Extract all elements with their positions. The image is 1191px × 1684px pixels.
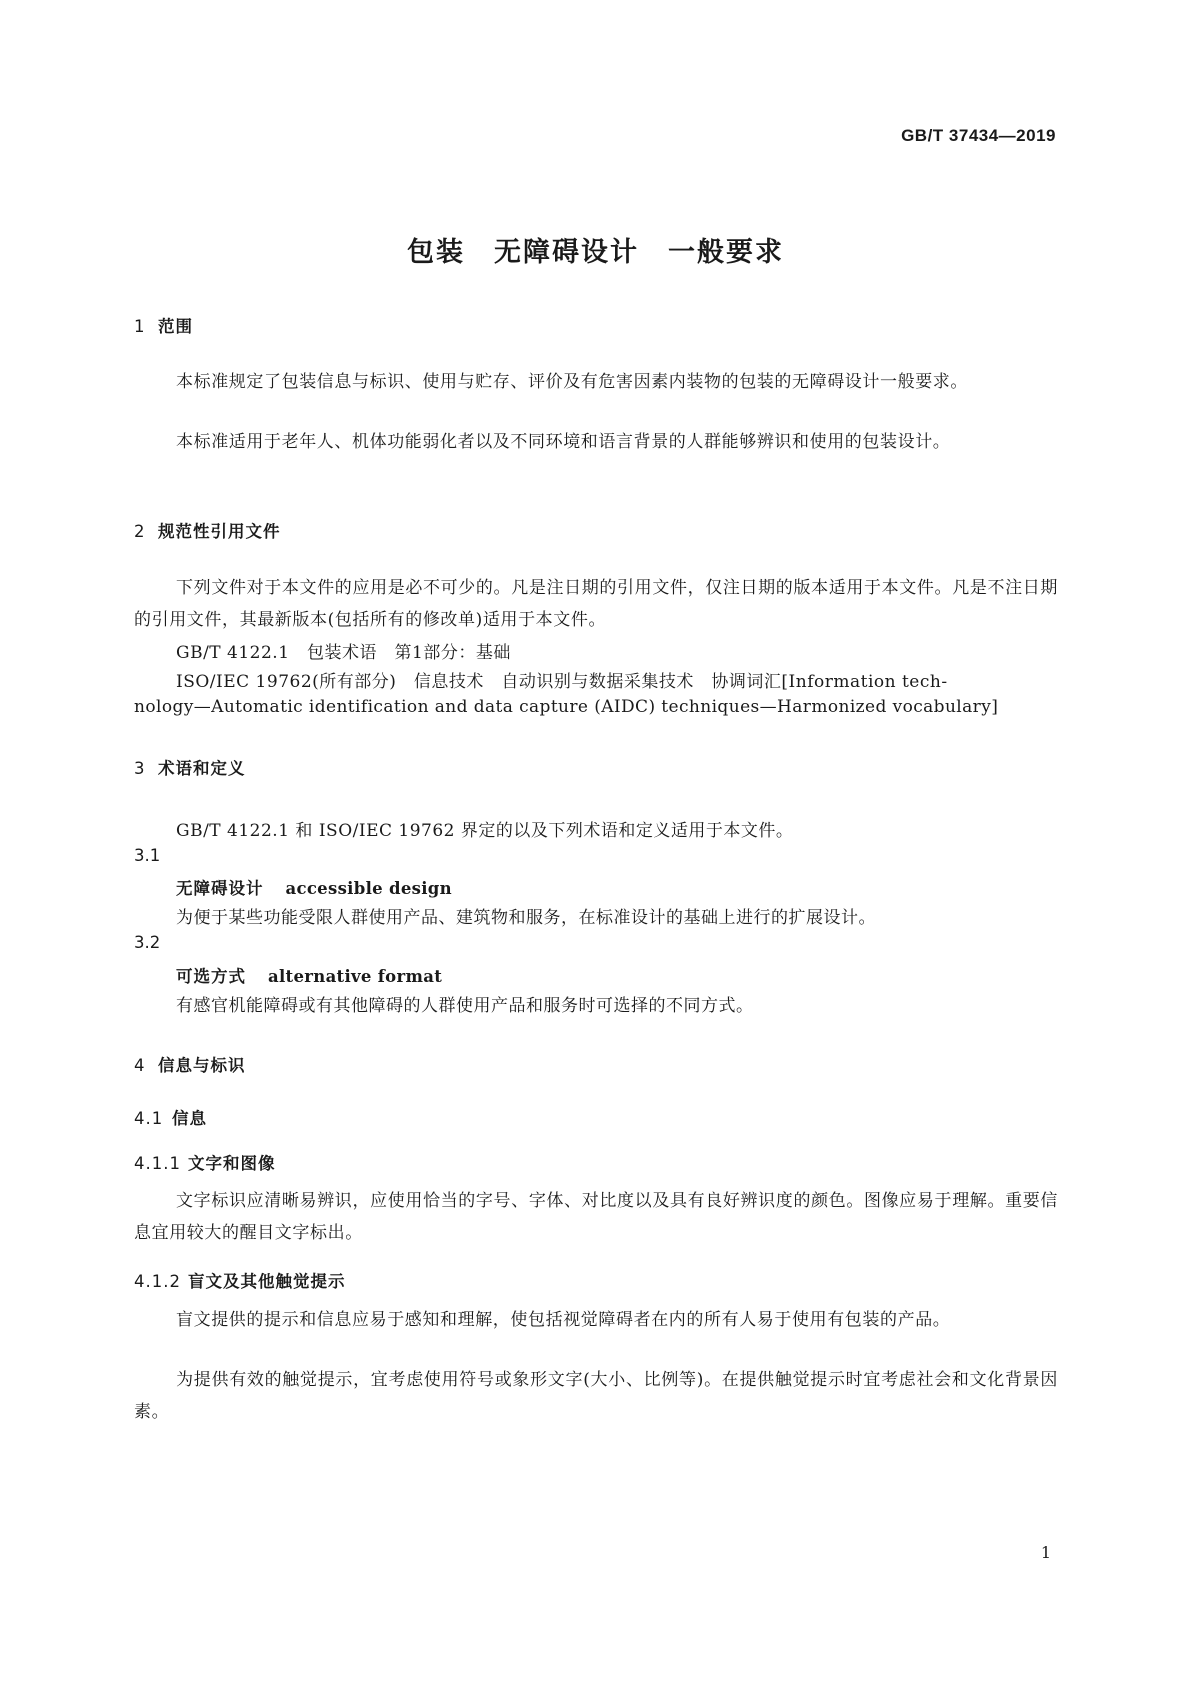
section-number: 4.1.1 [134, 1154, 181, 1173]
section-2-heading [134, 518, 281, 542]
reference-item: ISO/IEC 19762(所有部分) 信息技术 自动识别与数据采集技术 协调词汇[Information tech- [176, 672, 948, 692]
paragraph: 本标准适用于老年人、机体功能弱化者以及不同环境和语言背景的人群能够辨识和使用的包装设计。 [176, 432, 951, 452]
term-definition: 有感官机能障碍或有其他障碍的人群使用产品和服务时可选择的不同方式。 [176, 996, 754, 1016]
section-number: 4 [134, 1056, 146, 1075]
term-name: 无障碍设计 accessible design [176, 879, 452, 898]
terms-intro: GB/T 4122.1 和 ISO/IEC 19762 界定的以及下列术语和定义适用于本文件。 [176, 821, 794, 841]
section-title: 规范性引用文件 [158, 522, 281, 541]
section-1-heading [134, 313, 193, 337]
page-number: 1 [1040, 1543, 1051, 1562]
section-title: 信息 [172, 1109, 207, 1128]
section-title: 文字和图像 [188, 1154, 276, 1173]
term-number: 3.2 [134, 933, 161, 952]
section-title: 信息与标识 [158, 1056, 246, 1075]
term-definition: 为便于某些功能受限人群使用产品、建筑物和服务，在标准设计的基础上进行的扩展设计。 [176, 908, 876, 928]
term-number: 3.1 [134, 846, 161, 865]
section-title: 盲文及其他触觉提示 [188, 1272, 346, 1291]
standard-code: GB/T 37434—2019 [901, 126, 1056, 145]
term-name: 可选方式 alternative format [176, 967, 443, 986]
section-number: 4.1 [134, 1109, 164, 1128]
section-4-1-2-heading [134, 1268, 346, 1292]
section-number: 4.1.2 [134, 1272, 181, 1291]
section-number: 2 [134, 522, 146, 541]
paragraph: 本标准规定了包装信息与标识、使用与贮存、评价及有危害因素内装物的包装的无障碍设计一般要求。 [176, 372, 968, 392]
section-4-1-1-heading [134, 1150, 276, 1174]
paragraph: 为提供有效的触觉提示，宜考虑使用符号或象形文字(大小、比例等)。在提供触觉提示时宜考虑社会和文化背景因素。 [134, 1370, 1058, 1422]
section-title: 术语和定义 [158, 759, 246, 778]
section-4-1-heading [134, 1105, 207, 1129]
section-3-heading [134, 755, 246, 779]
section-number: 3 [134, 759, 146, 778]
paragraph: 文字标识应清晰易辨识，应使用恰当的字号、字体、对比度以及具有良好辨识度的颜色。图像应易于理解。重要信息宜用较大的醒目文字标出。 [134, 1191, 1058, 1243]
section-4-heading [134, 1052, 246, 1076]
document-title: 包装 无障碍设计 一般要求 [407, 237, 784, 268]
section-title: 范围 [158, 317, 193, 336]
paragraph: 下列文件对于本文件的应用是必不可少的。凡是注日期的引用文件，仅注日期的版本适用于本文件。凡是不注日期的引用文件，其最新版本(包括所有的修改单)适用于本文件。 [134, 578, 1058, 630]
section-number: 1 [134, 317, 146, 336]
reference-item: GB/T 4122.1 包装术语 第1部分：基础 [176, 643, 511, 663]
reference-item-continuation: nology—Automatic identification and data capture (AIDC) techniques—Harmonized vocabulary] [134, 697, 999, 717]
paragraph: 盲文提供的提示和信息应易于感知和理解，使包括视觉障碍者在内的所有人易于使用有包装的产品。 [176, 1310, 951, 1330]
